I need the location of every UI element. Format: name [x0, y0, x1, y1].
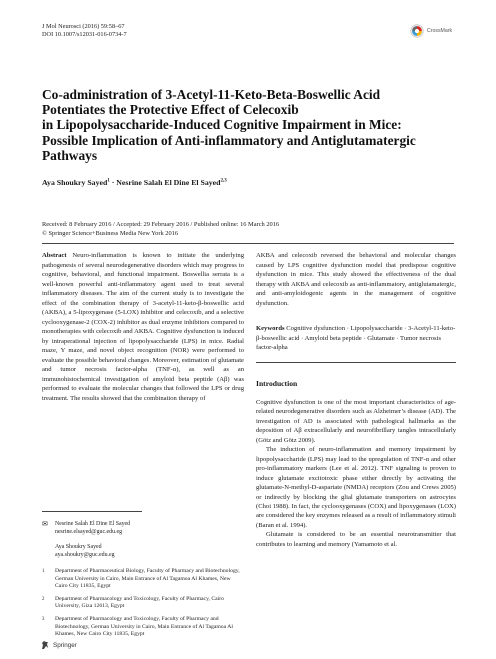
keywords-text: Cognitive dysfunction · Lipopolysaccharide · 3-Acetyl-11-keto-β-boswellic acid · Amyloid beta peptide · Glutamate · Tumor necrosis factor-alpha: [256, 325, 456, 351]
affiliation-number: 1: [42, 569, 45, 574]
crossmark-badge[interactable]: [410, 24, 452, 38]
paragraph: The induction of neuro-inflammation and memory impairment by lipopolysaccharide (LPS) may lead to the upregulation of TNF-α and other pro-inflammatory markers (Lee et al. 2012). TNF signaling is proven to induce glutamate excitotoxic phase either directly by activating the glutamate-N-methyl-D-aspartate (NMDA) receptors (Zou and Crews 2005) or indirectly by blocking the glial glutamate transporters on astrocytes (Choi 1988). In fact, the cyclooxygenases (COX) and lipoxygenases (LOX) are considered the key enzymes released as a result of inflammatory stimuli (Baran et al. 1994).: [256, 446, 456, 529]
journal-citation: J Mol Neurosci (2016) 59:58–67: [42, 23, 125, 30]
author-separator: ·: [109, 178, 117, 187]
publication-dates: [42, 221, 279, 238]
abstract-label: Abstract: [42, 252, 67, 259]
affiliation-text: Department of Pharmacology and Toxicology, Faculty of Pharmacy and Biotechnology, German University in Cairo, Main Entrance of Al Tagamoa Al Khames, New Cairo City 11835, Egypt: [55, 615, 233, 638]
title-line: Co-administration of 3-Acetyl-11-Keto-Beta-Boswellic Acid: [42, 87, 381, 102]
journal-header: [42, 23, 127, 39]
paragraph: Glutamate is considered to be an essential neurotransmitter that contributes to learning and memory (Yamamoto et al.: [256, 531, 456, 548]
affiliation-text: Department of Pharmacology and Toxicology, Faculty of Pharmacy, Cairo University, Giza 12613, Egypt: [55, 595, 225, 610]
author-affil-ref: 2,3: [220, 178, 227, 184]
author-list: [42, 178, 227, 187]
affiliation-number: 3: [42, 616, 45, 622]
article-title: [42, 87, 462, 163]
springer-horse-icon: [40, 640, 50, 650]
affiliation-item: [42, 568, 242, 591]
title-line: Pathways: [42, 147, 98, 163]
abstract-right-column: [256, 251, 456, 308]
footnote-divider: [42, 511, 142, 512]
corresponding-author-name: Nesrine Salah El Dine El Sayed: [55, 521, 131, 527]
copyright-line: © Springer Science+Business Media New York 2016: [42, 229, 179, 237]
abstract-text-continued: AKBA and celecoxib reversed the behavioral and molecular changes caused by LPS cognitive dysfunction model that predispose cognitive dysfunction in mice. This study showed the effectiveness of the dual therapy with AKBA and celecoxib as anti-inflammatory, antiglutamatergic, and anti-amyloidogenic agents in the management of cognitive dysfunction.: [256, 252, 456, 307]
author-name[interactable]: Aya Shoukry Sayed: [42, 178, 108, 187]
crossmark-icon: [410, 24, 424, 38]
affiliations: [42, 568, 242, 644]
keywords-divider: [256, 362, 456, 363]
envelope-icon: ✉: [42, 520, 48, 528]
corresponding-author-name: Aya Shoukry Sayed: [55, 544, 102, 550]
paragraph: Cognitive dysfunction is one of the most important characteristics of age-related neurodegenerative disorders such as Alzheimer’s disease (AD). The investigation of AD is associated with pathological hallmarks as the deposition of Aβ extracellularly and neurofibrillary tangles intracellularly (Götz and Götz 2009).: [256, 399, 456, 444]
introduction-heading: Introduction: [256, 379, 298, 388]
author-affil-ref: 1: [107, 178, 110, 184]
affiliation-item: [42, 616, 242, 639]
correspondence-block: [42, 520, 242, 559]
affiliation-text: Department of Pharmaceutical Biology, Faculty of Pharmacy and Biotechnology, German University in Cairo, Main Entrance of Al Tagamoa Al Khames, New Cairo City 11835, Egypt: [55, 568, 240, 590]
publisher-logo: [40, 640, 77, 650]
corresponding-author-email[interactable]: nesrine.elsayed@guc.edu.eg: [55, 529, 123, 535]
title-line: in Lipopolysaccharide-Induced Cognitive Impairment in Mice:: [42, 117, 402, 133]
received-accepted-line: Received: 8 February 2016 / Accepted: 29 February 2016 / Published online: 16 March 2016: [42, 221, 280, 228]
author-name[interactable]: Nesrine Salah El Dine El Sayed: [116, 178, 221, 187]
doi: DOI 10.1007/s12031-016-0734-7: [42, 31, 127, 38]
affiliation-number: 2: [42, 596, 45, 602]
publisher-name: Springer: [53, 641, 77, 649]
corresponding-author-email[interactable]: aya.shoukry@guc.edu.eg: [55, 552, 115, 558]
crossmark-label: CrossMark: [427, 28, 453, 34]
affiliation-item: [42, 596, 242, 611]
introduction-body: [256, 398, 456, 549]
keywords-block: [256, 324, 456, 353]
header-divider: [42, 243, 454, 244]
keywords-label: Keywords: [256, 325, 285, 332]
abstract-text: Neuro-inflammation is known to initiate the underlying pathogenesis of several neurodegenerative disorders which may progress to cognitive, behavioral, and functional impairment. Boswellia serrata is a well-known powerful anti-inflammatory agent used to treat several inflammatory diseases. The aim of the current study is to investigate the effect of the combination therapy of 3-acetyl-11-keto-β-boswellic acid (AKBA), a 5-lipoxygenase (5-LOX) inhibitor and celecoxib, and a selective cyclooxygenase-2 (COX-2) inhibitor as dual enzyme inhibitors compared to monotherapies with celecoxib and AKBA. Cognitive dysfunction is induced by intraperational injection of lipopolysaccharide (LPS) in mice. Radial maze, Y maze, and novel object recognition (NOR) were performed to evaluate the possible behavioral changes. Moreover, estimation of glutamate and tumor necrosis factor-alpha (TNF-α), as well as an immunohistochemical investigation of amyloid beta peptide (Aβ) was performed to evaluate the molecular changes that followed the LPS or drug treatment. The results showed that the combination therapy of: [42, 252, 245, 402]
title-line: Potentiates the Protective Effect of Celecoxib: [42, 102, 299, 118]
abstract-left-column: [42, 251, 244, 403]
title-line: Possible Implication of Anti-inflammatory and Antiglutamatergic: [42, 132, 416, 148]
